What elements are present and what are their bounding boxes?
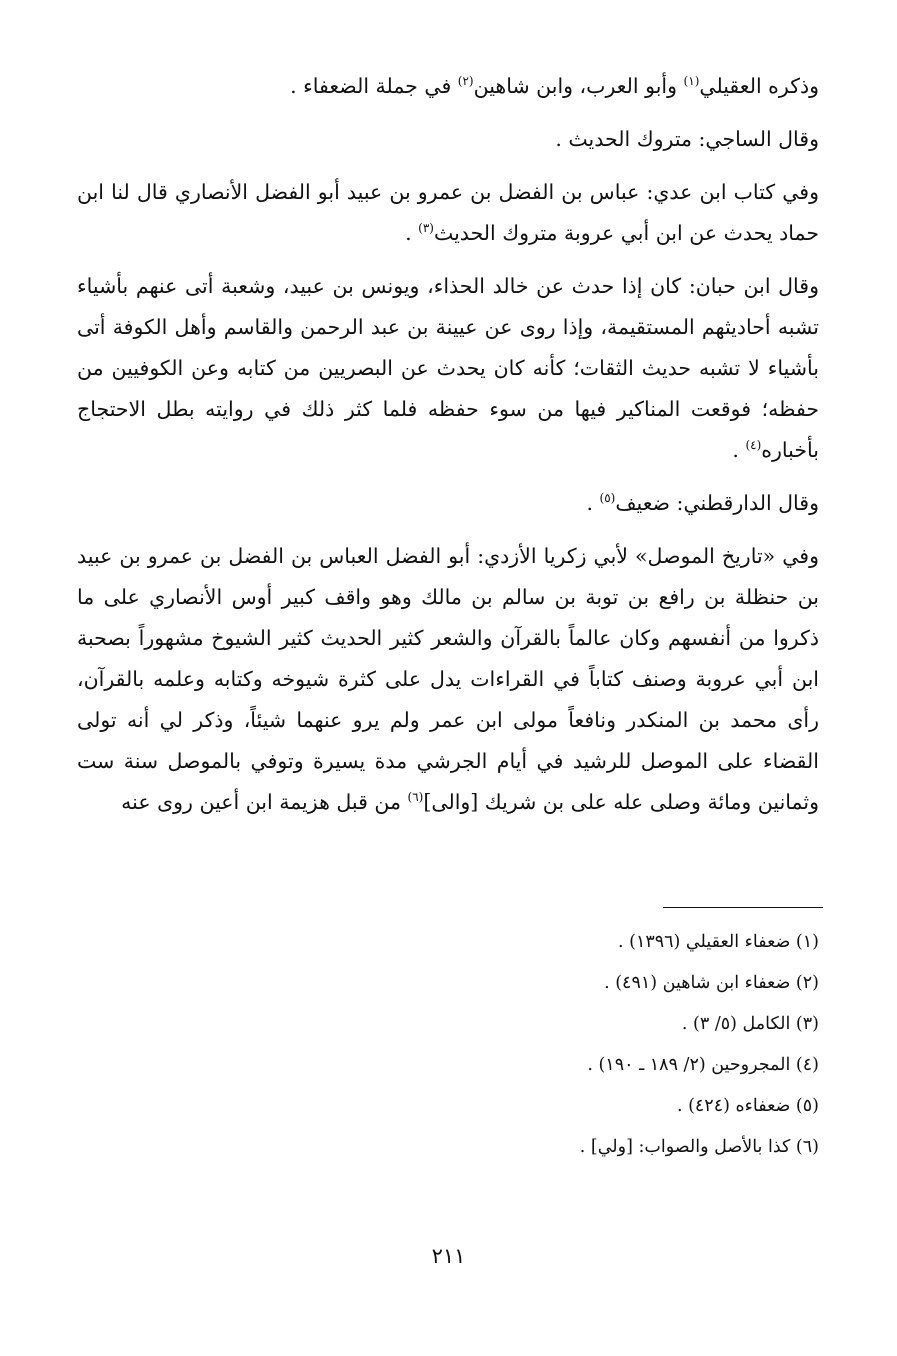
footnotes [77, 922, 819, 1168]
footnote-marker: (٥) [599, 491, 616, 506]
footnote-marker: (٢) [457, 74, 474, 89]
footnote-marker: (٣) [418, 221, 434, 236]
page-number: ٢١١ [431, 1244, 466, 1268]
main-text [77, 66, 819, 823]
footnote-divider [663, 907, 823, 908]
footnote-marker: (١) [683, 74, 700, 89]
footnote: (٣) الكامل (٥/ ٣) . [681, 1014, 819, 1034]
paragraph: وقال ابن حبان: كان إذا حدث عن خالد الحذاء، ويونس بن عبيد، وشعبة أتى عنهم بأشياء تشبه أحاديثهم المستقيمة، وإذا روى عن عيينة بن عبد الرحمن والقاسم وأهل الكوفة أتى بأشياء لا تشبه حديث الثقات؛ كأنه كان يحدث عن البصريين من كتابه وعن الكوفيين من حفظه؛ فوقعت المناكير فيها من سوء حفظه فلما كثر ذلك في روايته بطل الاحتجاج بأخباره$^{(٤)}$ . [77, 274, 819, 462]
footnote: (٤) المجروحين (٢/ ١٨٩ ـ ١٩٠) . [587, 1055, 819, 1075]
footnote: (٥) ضعفاءه (٤٢٤) . [676, 1096, 819, 1116]
paragraph: وقال الساجي: متروك الحديث . [555, 127, 819, 151]
footnote: (١) ضعفاء العقيلي (١٣٩٦) . [617, 932, 819, 952]
footnote: (٦) كذا بالأصل والصواب: [ولي] . [579, 1137, 819, 1157]
footnote-marker: (٦) [407, 790, 424, 805]
paragraph: وفي «تاريخ الموصل» لأبي زكريا الأزدي: أبو الفضل العباس بن الفضل بن عمرو بن عبيد بن حنظلة بن رافع بن توبة بن سالم بن مالك وهو واقف كبير أوس الأنصاري على ما ذكروا من أنفسهم وكان عالماً بالقرآن والشعر كثير الحديث كثير الشيوخ مشهوراً بصحبة ابن أبي عروبة وصنف كتاباً في القراءات يدل على كثرة شيوخه وكتابه وعلمه بالقرآن، رأى محمد بن المنكدر ونافعاً مولى ابن عمر ولم يرو عنهما شيئاً، وذكر لي أنه تولى القضاء على الموصل للرشيد في أيام الجرشي مدة يسيرة وتوفي بالموصل سنة ست وثمانين ومائة وصلى عله على بن شريك [والى]$^{(٦)}$ من قبل هزيمة ابن أعين روى عنه [77, 544, 819, 814]
paragraph: وقال الدارقطني: ضعيف$^{(٥)}$ . [586, 491, 819, 515]
paragraph: وفي كتاب ابن عدي: عباس بن الفضل بن عمرو بن عبيد أبو الفضل الأنصاري قال لنا ابن حماد يحدث عن ابن أبي عروبة متروك الحديث$^{(٣)}$ . [77, 180, 819, 245]
footnote: (٢) ضعفاء ابن شاهين (٤٩١) . [604, 973, 819, 993]
paragraph: وذكره العقيلي$^{(١)}$ وأبو العرب، وابن شاهين$^{(٢)}$ في جملة الضعفاء . [290, 74, 819, 98]
footnote-marker: (٤) [745, 438, 762, 453]
